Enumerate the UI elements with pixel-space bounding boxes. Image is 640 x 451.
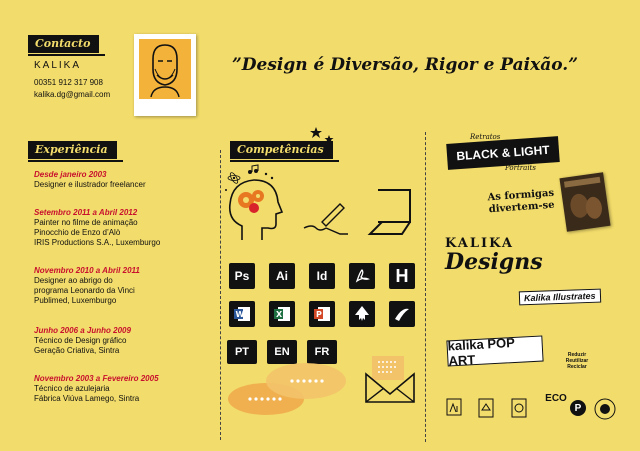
experience-date: Novembro 2003 a Fevereiro 2005 <box>34 374 159 383</box>
photoshop-icon: Ps <box>229 263 255 289</box>
experience-line: Designer ao abrigo do <box>34 276 113 285</box>
experience-line: programa Leonardo da Vinci <box>34 286 135 295</box>
formigas-title <box>487 188 555 217</box>
experience-line: Fábrica Viúva Lamego, Sintra <box>34 394 140 403</box>
svg-text:X: X <box>276 310 283 319</box>
excel-icon <box>269 301 295 327</box>
formigas-book-cover[interactable] <box>559 172 610 232</box>
acrobat-icon <box>349 263 375 289</box>
kalika-designs-bottom: Designs <box>445 249 543 275</box>
contact-header: Contacto <box>28 35 99 53</box>
envelope-icon <box>364 354 416 404</box>
experience-date: Junho 2006 a Junho 2009 <box>34 326 131 335</box>
creative-head-icon <box>222 164 292 244</box>
inkscape-icon <box>349 301 375 327</box>
reduce-reuse-recycle-stamp: Reduzir Reutilizar Reciclar <box>565 352 589 370</box>
portrait-illustration <box>139 39 191 99</box>
formigas-line: As formigas <box>487 187 555 204</box>
experience-line: Geração Criativa, Sintra <box>34 346 120 355</box>
divider <box>425 132 426 442</box>
profile-photo <box>134 34 196 116</box>
formigas-line: divertem-se <box>488 199 555 216</box>
experience-line: Técnico de Design gráfico <box>34 336 127 345</box>
kalika-popart-logo[interactable]: kalika POP ART <box>446 336 543 367</box>
hype-icon: H <box>389 263 415 289</box>
seal-icon <box>594 398 616 420</box>
compost-icon <box>511 398 527 418</box>
kalika-designs-top: KALIKA <box>445 236 514 251</box>
experience-line: Pinocchio de Enzo d’Alò <box>34 228 121 237</box>
black-light-subtitle-top: Retratos <box>470 133 501 141</box>
kalika-illustrates-logo[interactable]: Kalika Illustrates <box>519 289 601 306</box>
black-light-logo[interactable]: BLACK & LIGHT <box>446 136 560 170</box>
kalika-designs-logo[interactable] <box>445 236 543 273</box>
laptop-icon <box>366 186 414 238</box>
eco-badge: ECO <box>545 393 567 404</box>
illustrator-icon: Ai <box>269 263 295 289</box>
contact-email[interactable]: kalika.dg@gmail.com <box>34 90 111 99</box>
powerpoint-icon <box>309 301 335 327</box>
experience-date: Desde janeiro 2003 <box>34 170 107 179</box>
scribus-icon <box>389 301 415 327</box>
experience-line: Painter no filme de animação <box>34 218 138 227</box>
experience-item <box>34 170 146 190</box>
stars-icon <box>310 126 336 150</box>
recycle-box-icon <box>478 398 494 418</box>
language-en-badge: EN <box>267 340 297 364</box>
experience-date: Setembro 2011 a Abril 2012 <box>34 208 138 217</box>
language-fr-badge: FR <box>307 340 337 364</box>
experience-item <box>34 266 140 306</box>
litter-bin-icon <box>446 398 462 416</box>
speech-bubbles-icon <box>226 355 350 419</box>
contact-phone: 00351 912 317 908 <box>34 78 103 87</box>
experience-line: Técnico de azulejaria <box>34 384 110 393</box>
experience-line: Publimed, Luxemburgo <box>34 296 117 305</box>
headline-quote: ”Design é Diversão, Rigor e Paixão.” <box>232 55 578 75</box>
language-pt-badge: PT <box>227 340 257 364</box>
experience-header: Experiência <box>28 141 117 159</box>
black-light-subtitle-bottom: Portraits <box>505 164 536 172</box>
word-icon <box>229 301 255 327</box>
experience-line: IRIS Productions S.A., Luxemburgo <box>34 238 161 247</box>
experience-item <box>34 374 159 404</box>
skills-header: Competências <box>230 141 333 159</box>
contact-name: KALIKA <box>34 60 82 71</box>
svg-text:P: P <box>316 310 322 319</box>
experience-date: Novembro 2010 a Abril 2011 <box>34 266 140 275</box>
divider <box>220 150 221 440</box>
experience-item <box>34 326 131 356</box>
experience-item <box>34 208 160 248</box>
drawing-pen-icon <box>300 198 350 238</box>
experience-line: Designer e ilustrador freelancer <box>34 180 146 189</box>
svg-text:W: W <box>235 310 245 319</box>
p-badge: P <box>570 400 586 416</box>
indesign-icon: Id <box>309 263 335 289</box>
